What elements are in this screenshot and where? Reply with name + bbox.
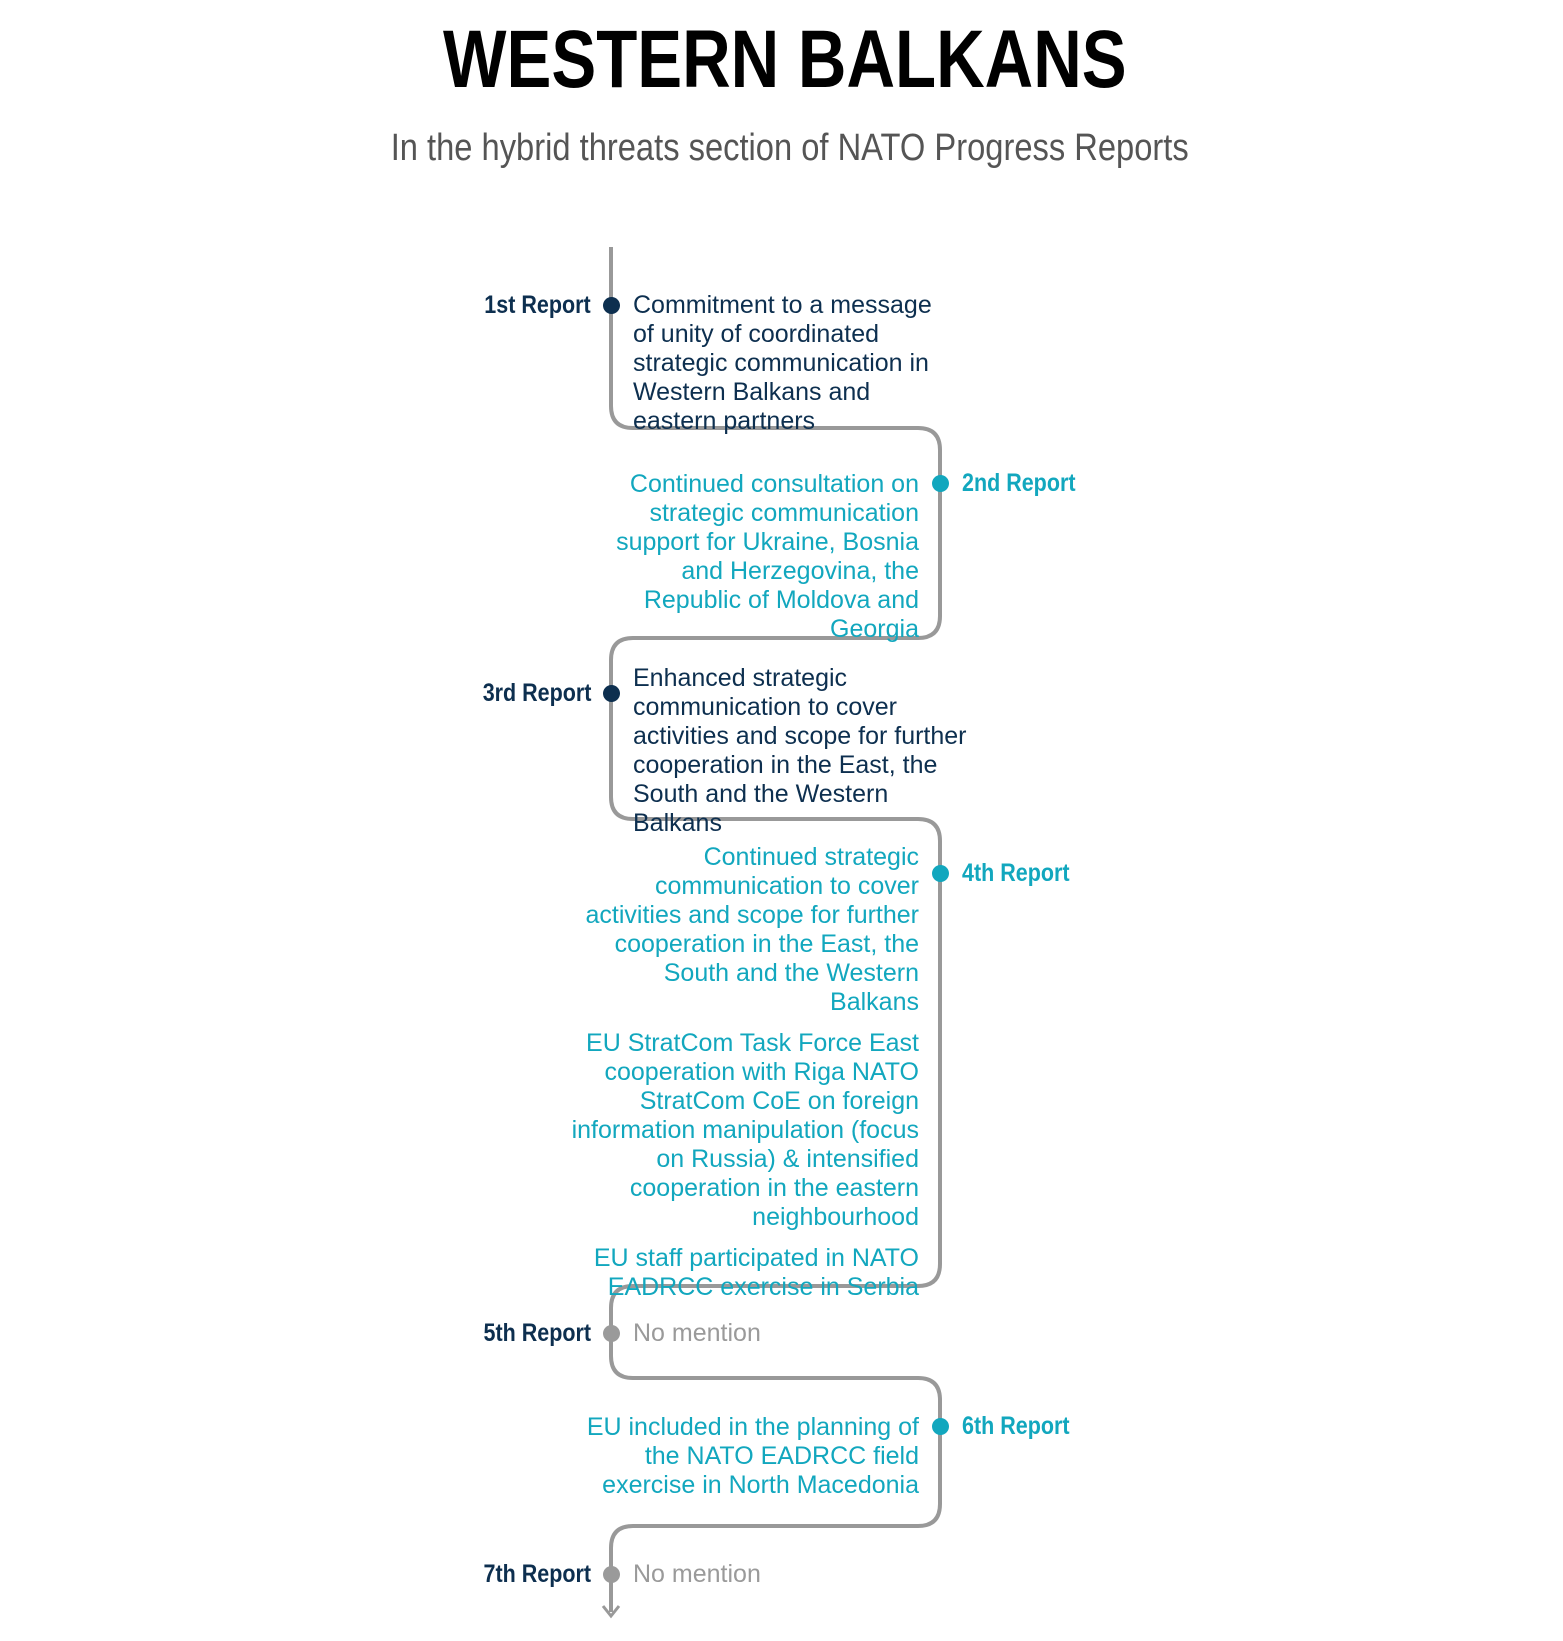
report-7-text: [633, 1560, 953, 1589]
page-title: WESTERN BALKANS: [443, 14, 1127, 105]
report-6-label: 6th Report: [962, 1412, 1070, 1440]
report-5-item: No mention: [633, 1319, 761, 1347]
report-1-label: 1st Report: [484, 291, 591, 319]
report-3-text: [633, 664, 973, 838]
report-4-item-2: EU StratCom Task Force East cooperation with Riga NATO StratCom CoE on foreign information manipulation (focus on Russia) & intensified cooperation in the eastern neighbourhood: [571, 1029, 919, 1231]
report-7-item: No mention: [633, 1560, 761, 1588]
report-6-item: EU included in the planning of the NATO EADRCC field exercise in North Macedonia: [586, 1413, 919, 1499]
report-4-item-1: Continued strategic communication to cover activities and scope for further cooperation in the East, the South and the Western Balkans: [585, 843, 919, 1016]
report-3-dot: [603, 685, 620, 702]
report-3-label: 3rd Report: [482, 679, 591, 707]
report-3-item: Enhanced strategic communication to cover activities and scope for further cooperation in the East, the South and the Western Balkans: [633, 664, 967, 837]
report-2-dot: [932, 475, 949, 492]
report-4-item-3: EU staff participated in NATO EADRCC exercise in Serbia: [593, 1244, 919, 1301]
report-6-text: [579, 1413, 919, 1500]
report-7-dot: [603, 1566, 620, 1583]
report-5-text: [633, 1319, 953, 1348]
report-1-item: Commitment to a message of unity of coordinated strategic communication in Western Balkans and eastern partners: [633, 291, 932, 435]
report-6-dot: [932, 1418, 949, 1435]
report-5-label: 5th Report: [483, 1319, 591, 1347]
report-4-dot: [932, 865, 949, 882]
report-1-text: [633, 291, 953, 436]
report-2-item: Continued consultation on strategic communication support for Ukraine, Bosnia and Herzegovina, the Republic of Moldova and Georgia: [616, 470, 919, 643]
report-2-label: 2nd Report: [962, 469, 1076, 497]
report-7-label: 7th Report: [483, 1560, 591, 1588]
report-2-text: [579, 470, 919, 644]
report-1-dot: [603, 297, 620, 314]
report-4-text: [569, 843, 919, 1302]
page-subtitle: In the hybrid threats section of NATO Progress Reports: [390, 127, 1189, 169]
report-4-label: 4th Report: [962, 859, 1070, 887]
report-5-dot: [603, 1325, 620, 1342]
